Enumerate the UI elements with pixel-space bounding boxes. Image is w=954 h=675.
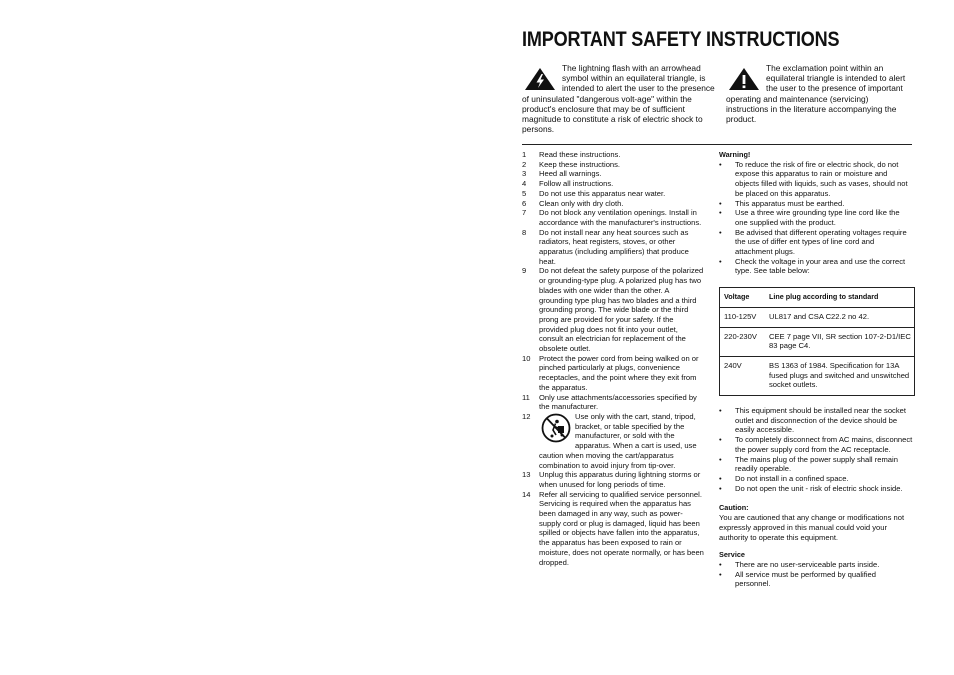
item-number: 1 — [522, 150, 527, 159]
exclamation-notice-text: The exclamation point within an equilateral triangle is intended to alert the user to the presence of important operating and maintenance (servicing) instructions in the literature accompanying the product. — [726, 63, 906, 125]
installation-item: • The mains plug of the power supply shall remain readily operable. — [719, 455, 913, 474]
item-text: Keep these instructions. — [539, 159, 621, 169]
item-number: 6 — [522, 198, 527, 208]
item-text: Do not install near any heat sources such as radiators, heat registers, stoves, or other apparatus (including amplifiers) that produce heat. — [539, 227, 689, 266]
item-number: 5 — [522, 188, 527, 198]
item-number: 14 — [522, 489, 531, 499]
instruction-item — [522, 266, 704, 353]
voltage-cell: 220-230V — [720, 327, 766, 356]
item-text: Protect the power cord from being walked on or pinched particularly at plugs, convenience receptacles, and the point where they exit from the apparatus. — [539, 353, 699, 392]
item-number: 2 — [522, 159, 527, 169]
lightning-warning-notice — [522, 63, 717, 134]
installation-item: • To completely disconnect from AC mains, disconnect the power supply cord from the AC receptacle. — [719, 435, 913, 454]
voltage-cell: 240V — [720, 356, 766, 395]
service-item: • All service must be performed by qualified personnel. — [719, 570, 913, 589]
instruction-item — [522, 169, 704, 179]
table-row — [720, 327, 915, 356]
warning-list — [719, 160, 913, 276]
item-number: 4 — [522, 179, 527, 189]
installation-list — [719, 406, 913, 493]
service-list — [719, 560, 913, 589]
item-text: Clean only with dry cloth. — [539, 198, 624, 208]
item-text: Read these instructions. — [539, 150, 621, 159]
warning-item: • Use a three wire grounding type line cord like the one supplied with the product. — [719, 208, 913, 227]
warning-item: • Check the voltage in your area and use the correct type. See table below: — [719, 257, 913, 276]
standard-cell: CEE 7 page VII, SR section 107-2-D1/IEC 83 page C4. — [765, 327, 915, 356]
item-text: Follow all instructions. — [539, 179, 614, 189]
table-row — [720, 356, 915, 395]
item-number: 3 — [522, 169, 527, 179]
instruction-list — [522, 150, 704, 567]
section-divider — [522, 144, 912, 145]
instruction-item — [522, 490, 704, 568]
item-number: 12 — [522, 411, 531, 421]
service-item: • There are no user-serviceable parts inside. — [719, 560, 913, 570]
instruction-item — [522, 199, 704, 209]
warnings-column — [719, 150, 913, 589]
exclamation-triangle-icon — [726, 67, 762, 91]
installation-item: • Do not open the unit - risk of electric shock inside. — [719, 484, 913, 494]
item-text: Only use attachments/accessories specified by the manufacturer. — [539, 392, 697, 412]
service-heading: Service — [719, 550, 745, 560]
cart-tip-over-icon — [541, 413, 571, 443]
item-text: Heed all warnings. — [539, 169, 602, 179]
instruction-item — [522, 160, 704, 170]
item-text: Do not use this apparatus near water. — [539, 188, 666, 198]
table-row — [720, 307, 915, 327]
column-header: Voltage — [720, 288, 766, 308]
instruction-item — [522, 150, 704, 160]
item-number: 8 — [522, 227, 527, 237]
item-text: Use only with the cart, stand, tripod, bracket, or table specified by the manufacturer, or sold with the apparatus. When a cart is used, use caution when moving the cart/apparatus combination to avoid injury from tip-over. — [539, 411, 697, 470]
exclamation-warning-notice — [726, 63, 913, 124]
item-text: Do not defeat the safety purpose of the polarized or grounding-type plug. A polarized plug has two blades with one wider than the other. A grounding type plug has two blades and a third grounding prong. The wide blade or the third prong are provided for your safety. If the provided plug does not fit into your outlet, consult an electrician for replacement of the obsolete outlet. — [539, 266, 704, 354]
item-text: Refer all servicing to qualified service personnel. Servicing is required when the apparatus has been damaged in any way, such as power-supply cord or plug is damaged, liquid has been spilled or objects have fallen into the apparatus, the apparatus has been exposed to rain or moisture, does not operate normally, or has been dropped. — [539, 489, 704, 567]
item-text: Unplug this apparatus during lightning storms or when unused for long periods of time. — [539, 470, 701, 489]
instruction-item — [522, 189, 704, 199]
warning-item: • To reduce the risk of fire or electric shock, do not expose this apparatus to rain or moisture and objects filled with liquids, such as vases, should not be placed on this apparatus. — [719, 160, 913, 199]
instruction-item — [522, 208, 704, 227]
instruction-item — [522, 228, 704, 267]
item-number: 10 — [522, 353, 531, 363]
standard-cell: BS 1363 of 1984. Specification for 13A fused plugs and switched and unswitched socket outlets. — [765, 356, 915, 395]
instruction-item — [522, 470, 704, 489]
item-number: 7 — [522, 208, 527, 218]
installation-item: • This equipment should be installed near the socket outlet and disconnection of the device should be easily accessible. — [719, 406, 913, 435]
standard-cell: UL817 and CSA C22.2 no 42. — [765, 307, 915, 327]
voltage-cell: 110-125V — [720, 307, 766, 327]
caution-text: You are cautioned that any change or modifications not expressly approved in this manual could void your authority to operate this equipment. — [719, 513, 905, 542]
item-number: 9 — [522, 266, 527, 276]
table-header-row — [720, 288, 915, 308]
voltage-table — [719, 287, 915, 396]
lightning-triangle-icon — [522, 67, 558, 91]
instruction-item — [522, 393, 704, 412]
instruction-item — [522, 179, 704, 189]
instruction-item — [522, 412, 704, 470]
item-number: 13 — [522, 470, 531, 480]
page-title: IMPORTANT SAFETY INSTRUCTIONS — [522, 28, 840, 51]
item-number: 11 — [522, 392, 530, 402]
item-text: Do not block any ventilation openings. Install in accordance with the manufacturer's instructions. — [539, 208, 702, 227]
instructions-column — [522, 150, 704, 567]
lightning-notice-text: The lightning flash with an arrowhead symbol within an equilateral triangle, is intended to alert the user to the presence of uninsulated "dangerous volt-age" within the product's enclosure that may be of sufficient magnitude to constitute a risk of electric shock to persons. — [522, 63, 715, 135]
warning-heading: Warning! — [719, 150, 751, 159]
caution-heading: Caution: — [719, 503, 749, 513]
column-header: Line plug according to standard — [765, 288, 915, 308]
installation-item: • Do not install in a confined space. — [719, 474, 913, 484]
warning-item: • Be advised that different operating voltages require the use of differ ent types of line cord and attachment plugs. — [719, 228, 913, 257]
instruction-item — [522, 354, 704, 393]
warning-item: • This apparatus must be earthed. — [719, 199, 913, 209]
